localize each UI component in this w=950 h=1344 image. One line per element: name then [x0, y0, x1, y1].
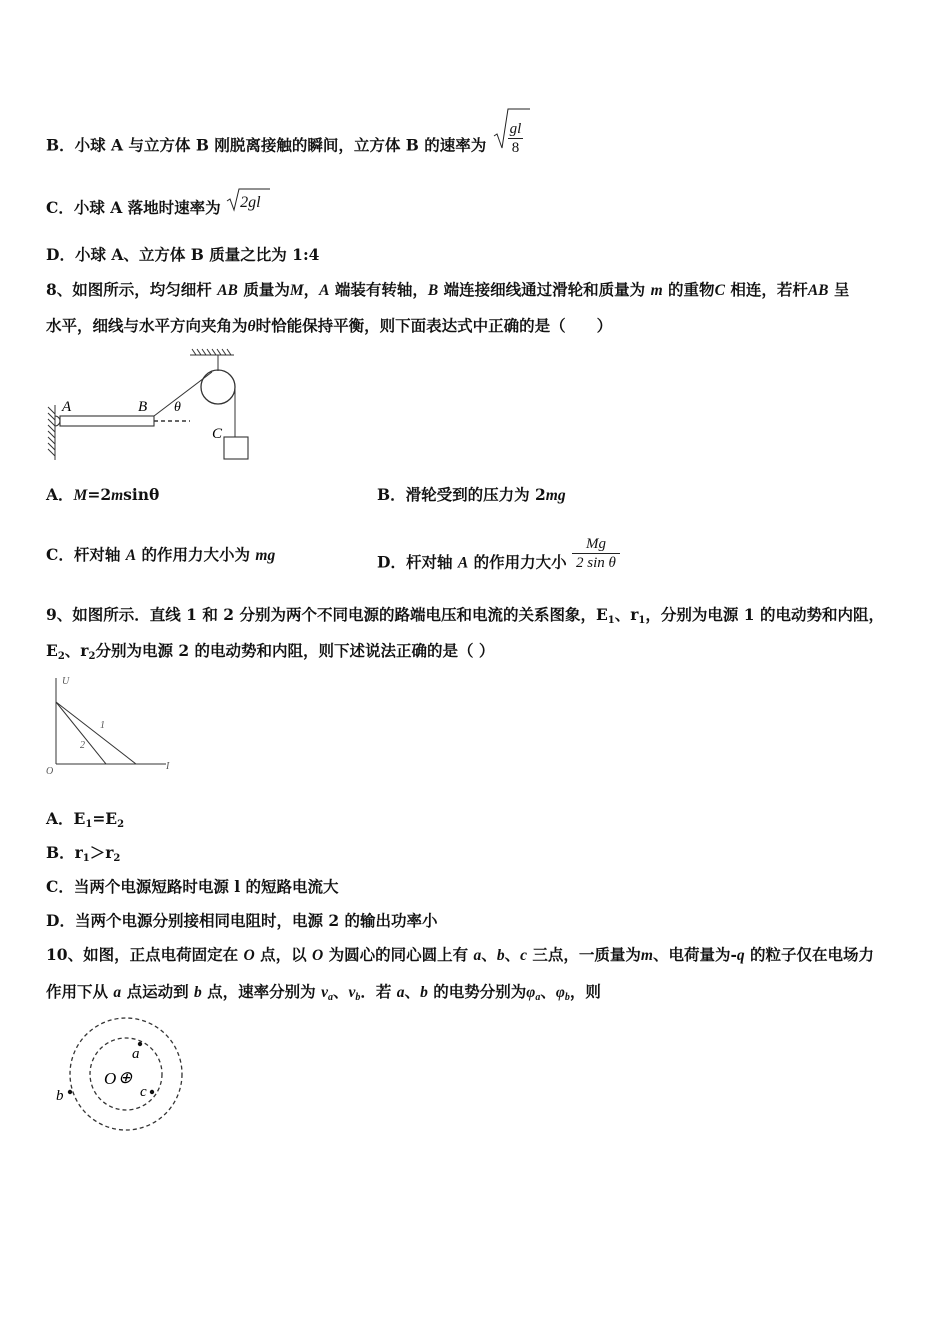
- q8-option-d[interactable]: D．杆对轴 A 的作用力大小 $\frac{Mg}{\text{2 sin θ}}$: [377, 545, 620, 582]
- point-c: [150, 1090, 154, 1094]
- ceiling-hatch: [190, 349, 234, 355]
- q7-option-b-sqrt: [492, 120, 526, 157]
- label-line2: 2: [80, 740, 85, 751]
- label-c: c: [140, 1084, 147, 1100]
- wall-hatch: [48, 405, 55, 460]
- label-i: I: [166, 761, 170, 772]
- label-u: U: [62, 676, 70, 687]
- label-a: a: [132, 1046, 140, 1062]
- q7-option-b-fraction: $\frac{gl}{8}$: [509, 121, 522, 156]
- axis-pivot: [55, 416, 60, 426]
- label-c: C: [212, 426, 223, 442]
- q10-figure: [50, 1012, 210, 1142]
- label-line1: 1: [100, 720, 105, 731]
- label-o: O: [104, 1069, 117, 1088]
- q9-option-d[interactable]: D．当两个电源分别接相同电阻时，电源 2 的输出功率小: [46, 911, 438, 930]
- q9-stem-line2: $E_2$、$r_2$分别为电源 2 的电动势和内阻，则下述说法正确的是（ ）: [46, 641, 495, 662]
- q8-stem-line2: 水平，细线与水平方向夹角为θ时恰能保持平衡，则下面表达式中正确的是（ ）: [46, 316, 613, 335]
- q8-option-d-fraction: $\frac{Mg}{\text{2 sin θ}}$: [572, 535, 620, 572]
- q8-option-c[interactable]: C．杆对轴 A 的作用力大小为 mg: [46, 545, 276, 564]
- q7-option-d[interactable]: D．小球 A、立方体 B 质量之比为 1:4: [46, 245, 320, 264]
- q9-stem-line1: 9、如图所示．直线 1 和 2 分别为两个不同电源的路端电压和电流的关系图象，$E_1$、$r_1$，分别为电源 1 的电动势和内阻，: [46, 605, 884, 626]
- weight-c: [224, 437, 248, 459]
- q9-figure: [44, 672, 184, 782]
- sqrt-sign: [226, 188, 246, 214]
- q8-figure: [40, 345, 260, 465]
- label-b: b: [56, 1088, 64, 1104]
- pulley: [201, 370, 235, 404]
- sqrt-sign: [492, 106, 524, 154]
- point-b: [68, 1090, 72, 1094]
- q10-stem-line1: 10、如图，正点电荷固定在 O 点，以 O 为圆心的同心圆上有 a、b、c 三点，一质量为m、电荷量为-q 的粒子仅在电场力: [46, 945, 875, 964]
- q10-stem-line2: 作用下从 a 点运动到 b 点，速率分别为 $v_a$、$v_b$．若 a、b 的电势分别为$\varphi_a$、$\varphi_b$，则: [46, 982, 601, 1003]
- q9-option-a[interactable]: A．$E_1=E_2$: [46, 809, 125, 830]
- q9-option-c[interactable]: C．当两个电源短路时电源 l 的短路电流大: [46, 877, 339, 896]
- rod-ab: [60, 416, 154, 426]
- q7-option-c[interactable]: C．小球 A 落地时速率为 2gl: [46, 198, 261, 220]
- q7-option-b[interactable]: B．小球 A 与立方体 B 刚脱离接触的瞬间，立方体 B 的速率为 $\frac{gl}{8}$: [46, 128, 525, 165]
- positive-charge-icon: ⊕: [118, 1068, 133, 1087]
- line-2: [56, 702, 106, 764]
- q8-stem-line1: 8、如图所示，均匀细杆 AB 质量为M，A 端装有转轴，B 端连接细线通过滑轮和质量为 m 的重物C 相连，若杆AB 呈: [46, 280, 850, 299]
- q7-option-c-sqrt: 2gl: [226, 192, 260, 213]
- q8-option-a[interactable]: A．M=2msinθ: [46, 485, 160, 504]
- label-theta: θ: [174, 400, 181, 415]
- string-to-pulley: [154, 372, 212, 416]
- label-b: B: [138, 399, 148, 415]
- q8-option-b[interactable]: B．滑轮受到的压力为 2mg: [377, 485, 566, 504]
- label-a: A: [62, 399, 72, 415]
- label-o: O: [46, 766, 54, 777]
- q9-option-b[interactable]: B．$r_1>r_2$: [46, 843, 121, 864]
- line-1: [56, 702, 136, 764]
